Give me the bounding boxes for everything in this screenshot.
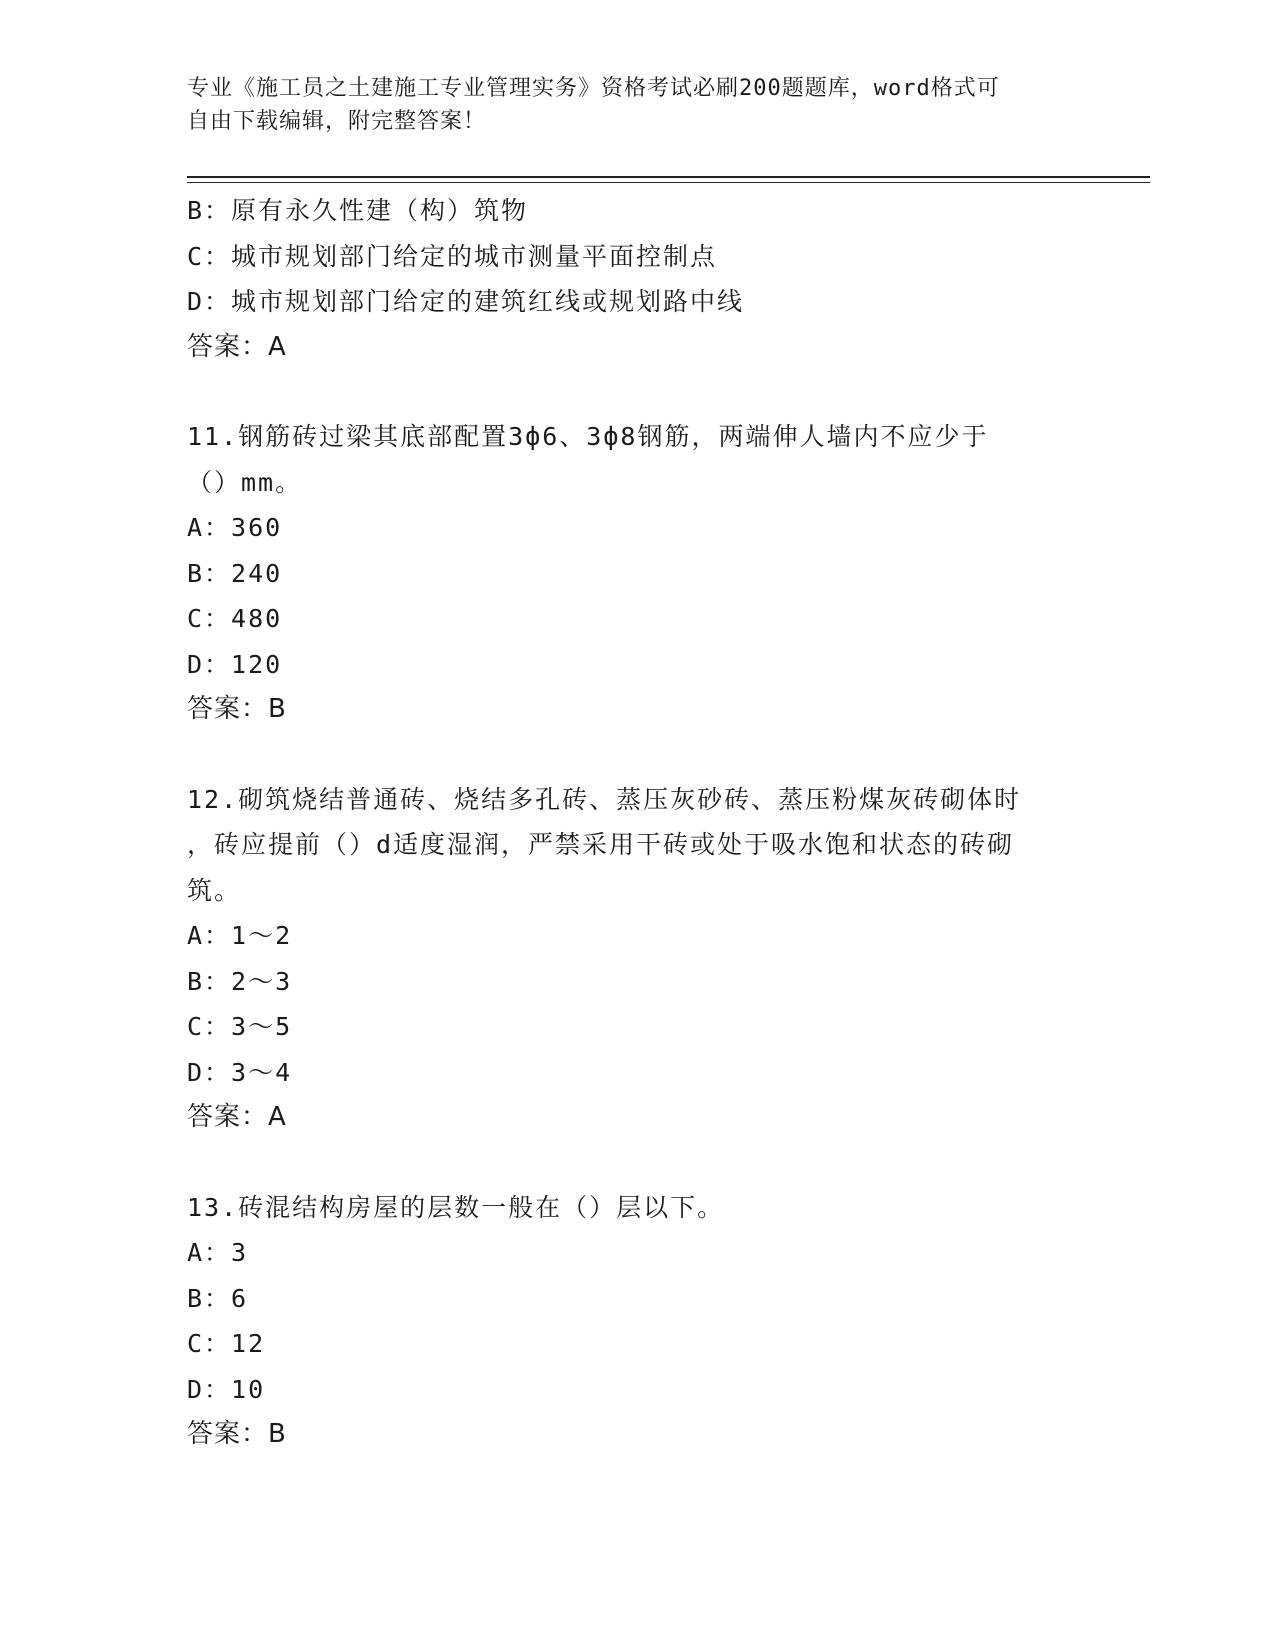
option-d: D：城市规划部门给定的建筑红线或规划路中线 (187, 287, 745, 316)
option-b: B：原有永久性建（构）筑物 (187, 196, 529, 225)
question-block-partial (187, 188, 1087, 370)
option-a: A：1～2 (187, 921, 293, 950)
question-block-12 (187, 777, 1087, 1141)
option-b: B：240 (187, 558, 283, 588)
option-a: A：360 (187, 513, 283, 542)
answer-label: 答案：A (187, 1102, 287, 1132)
spacer (187, 370, 1087, 414)
answer-label: 答案：B (187, 694, 287, 724)
spacer (187, 733, 1087, 777)
header-title-line-2: 自由下载编辑，附完整答案！ (187, 109, 487, 134)
spacer (187, 1141, 1087, 1185)
option-c: C：3～5 (187, 1012, 293, 1041)
option-d: D：3～4 (187, 1057, 293, 1087)
question-text-line: 13.砖混结构房屋的层数一般在（）层以下。 (187, 1192, 725, 1222)
document-header (187, 72, 1087, 138)
question-text-line: 12.砌筑烧结普通砖、烧结多孔砖、蒸压灰砂砖、蒸压粉煤灰砖砌体时 (187, 784, 1022, 814)
option-a: A：3 (187, 1238, 249, 1267)
option-c: C：城市规划部门给定的城市测量平面控制点 (187, 241, 718, 271)
option-d: D：120 (187, 649, 283, 679)
question-block-13 (187, 1185, 1087, 1458)
option-c: C：480 (187, 604, 283, 633)
question-text-line: （）mm。 (187, 467, 303, 497)
question-text-line: ，砖应提前（）d适度湿润，严禁采用干砖或处于吸水饱和状态的砖砌 (187, 830, 1015, 859)
header-title-line-1: 专业《施工员之土建施工专业管理实务》资格考试必刷200题题库，word格式可 (187, 76, 1000, 101)
question-text-line: 筑。 (187, 875, 242, 905)
question-list (187, 188, 1087, 1458)
option-b: B：2～3 (187, 966, 293, 996)
answer-label: 答案：A (187, 331, 287, 362)
option-c: C：12 (187, 1329, 266, 1358)
header-divider-thick (187, 176, 1150, 178)
option-b: B：6 (187, 1283, 249, 1313)
answer-label: 答案：B (187, 1419, 287, 1449)
header-divider-thin (187, 182, 1150, 183)
question-text-line: 11.钢筋砖过梁其底部配置3ф6、3ф8钢筋，两端伸人墙内不应少于 (187, 422, 989, 451)
question-block-11 (187, 414, 1087, 733)
option-d: D：10 (187, 1374, 266, 1404)
